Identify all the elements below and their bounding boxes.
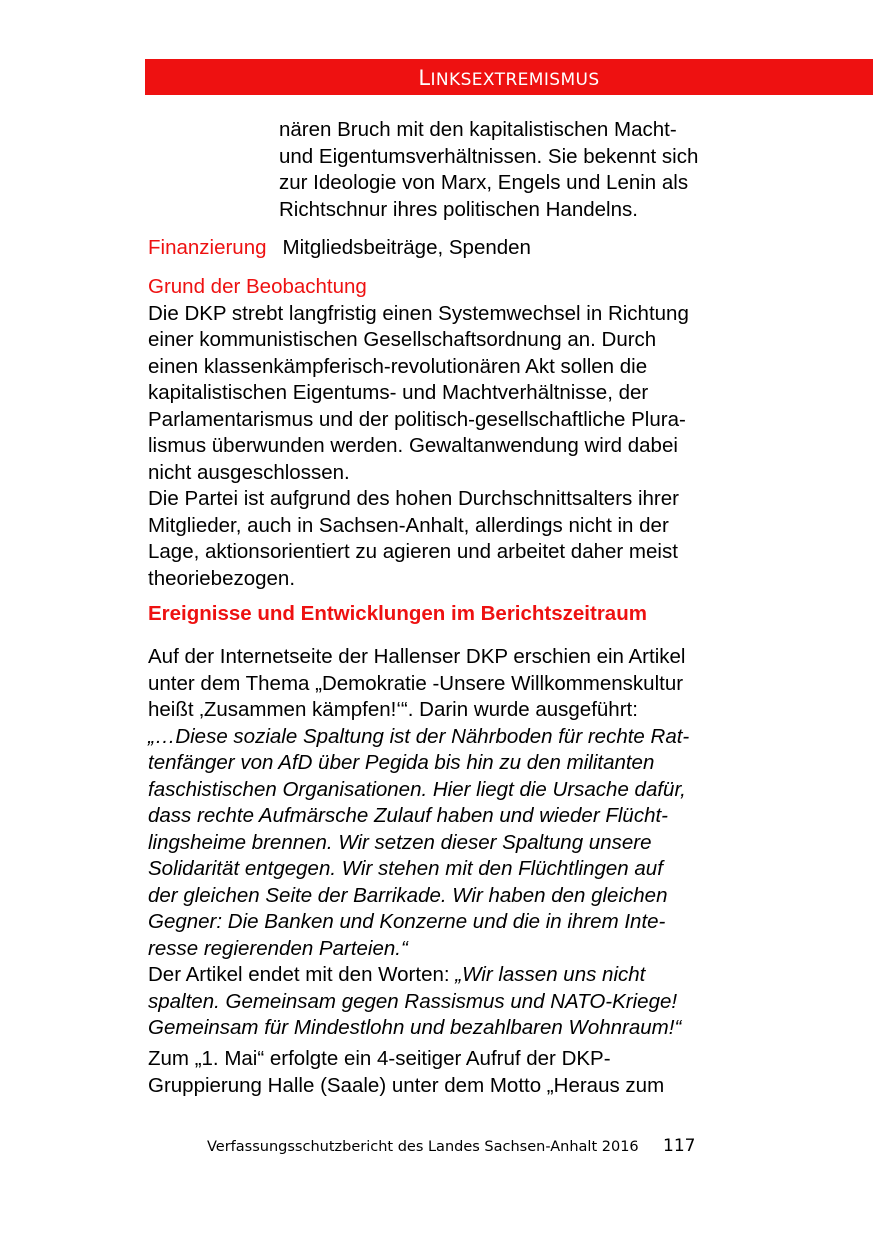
observation-line: Parlamentarismus und der politisch-gesellschaftliche Plura- xyxy=(148,407,686,431)
events-heading: Ereignisse und Entwicklungen im Berichtszeitraum xyxy=(148,602,647,625)
intro-line: nären Bruch mit den kapitalistischen Macht- xyxy=(279,118,677,141)
quote-line: Solidarität entgegen. Wir stehen mit den Flüchtlingen auf xyxy=(148,857,663,880)
article-intro-line: heißt ‚Zusammen kämpfen!‘“. Darin wurde ausgeführt: xyxy=(148,698,638,721)
closing-line xyxy=(148,962,763,989)
financing-value: Mitgliedsbeiträge, Spenden xyxy=(282,236,531,259)
observation-line: Lage, aktionsorientiert zu agieren und arbeitet daher meist xyxy=(148,540,678,563)
observation-line: einer kommunistischen Gesellschaftsordnung an. Durch xyxy=(148,328,657,351)
closing-quote-line: spalten. Gemeinsam gegen Rassismus und NATO-Kriege! xyxy=(148,989,678,1013)
observation-line: nicht ausgeschlossen. xyxy=(148,460,350,484)
observation-line: lismus überwunden werden. Gewaltanwendung wird dabei xyxy=(148,434,678,457)
article-intro-line: Auf der Internetseite der Hallenser DKP erschien ein Artikel xyxy=(148,645,686,668)
intro-line: Richtschnur ihres politischen Handelns. xyxy=(279,197,638,221)
section-header-bar xyxy=(145,59,873,95)
section-title-rest: INKSEXTREMISMUS xyxy=(430,70,600,90)
quote-line: Gegner: Die Banken und Konzerne und die in ihrem Inte- xyxy=(148,910,666,933)
article-intro-line: unter dem Thema „Demokratie -Unsere Willkommenskultur xyxy=(148,671,684,695)
observation-line: Mitglieder, auch in Sachsen-Anhalt, allerdings nicht in der xyxy=(148,513,669,537)
intro-line: und Eigentumsverhältnissen. Sie bekennt sich xyxy=(279,144,699,168)
quote-line: dass rechte Aufmärsche Zulauf haben und wieder Flücht- xyxy=(148,804,668,827)
observation-section xyxy=(148,274,763,592)
quote-line: faschistischen Organisationen. Hier liegt die Ursache dafür, xyxy=(148,777,686,801)
intro-line: zur Ideologie von Marx, Engels und Lenin als xyxy=(279,171,689,194)
may-line: Gruppierung Halle (Saale) unter dem Motto „Heraus zum xyxy=(148,1073,665,1097)
quote-line: „…Diese soziale Spaltung ist der Nährboden für rechte Rat- xyxy=(148,724,690,748)
observation-label: Grund der Beobachtung xyxy=(148,275,367,298)
section-title-initial: L xyxy=(418,66,431,90)
footer-title: Verfassungsschutzbericht des Landes Sachsen-Anhalt 2016 xyxy=(207,1139,639,1155)
quote-line: resse regierenden Parteien.“ xyxy=(148,936,408,960)
quote-line: lingsheime brennen. Wir setzen dieser Spaltung unsere xyxy=(148,830,652,854)
observation-line: theoriebezogen. xyxy=(148,566,296,590)
observation-line: kapitalistischen Eigentums- und Machtverhältnisse, der xyxy=(148,381,649,404)
closing-quote-line: Gemeinsam für Mindestlohn und bezahlbaren Wohnraum!“ xyxy=(148,1016,682,1039)
page-number: 117 xyxy=(663,1136,696,1156)
quote-line: der gleichen Seite der Barrikade. Wir haben den gleichen xyxy=(148,883,668,907)
article-section xyxy=(148,644,763,1042)
financing-label: Finanzierung xyxy=(148,236,267,259)
observation-line: einen klassenkämpferisch-revolutionären Akt sollen die xyxy=(148,354,648,378)
observation-line: Die Partei ist aufgrund des hohen Durchschnittsalters ihrer xyxy=(148,487,679,510)
may-line: Zum „1. Mai“ erfolgte ein 4-seitiger Aufruf der DKP- xyxy=(148,1047,611,1070)
intro-paragraph xyxy=(279,117,759,223)
financing-row xyxy=(148,235,531,262)
closing-quote-part: „Wir lassen uns nicht xyxy=(455,963,646,986)
quote-line: tenfänger von AfD über Pegida bis hin zu den militanten xyxy=(148,751,655,774)
may-paragraph xyxy=(148,1046,763,1099)
observation-line: Die DKP strebt langfristig einen Systemwechsel in Richtung xyxy=(148,301,689,325)
closing-prefix: Der Artikel endet mit den Worten: xyxy=(148,963,456,986)
